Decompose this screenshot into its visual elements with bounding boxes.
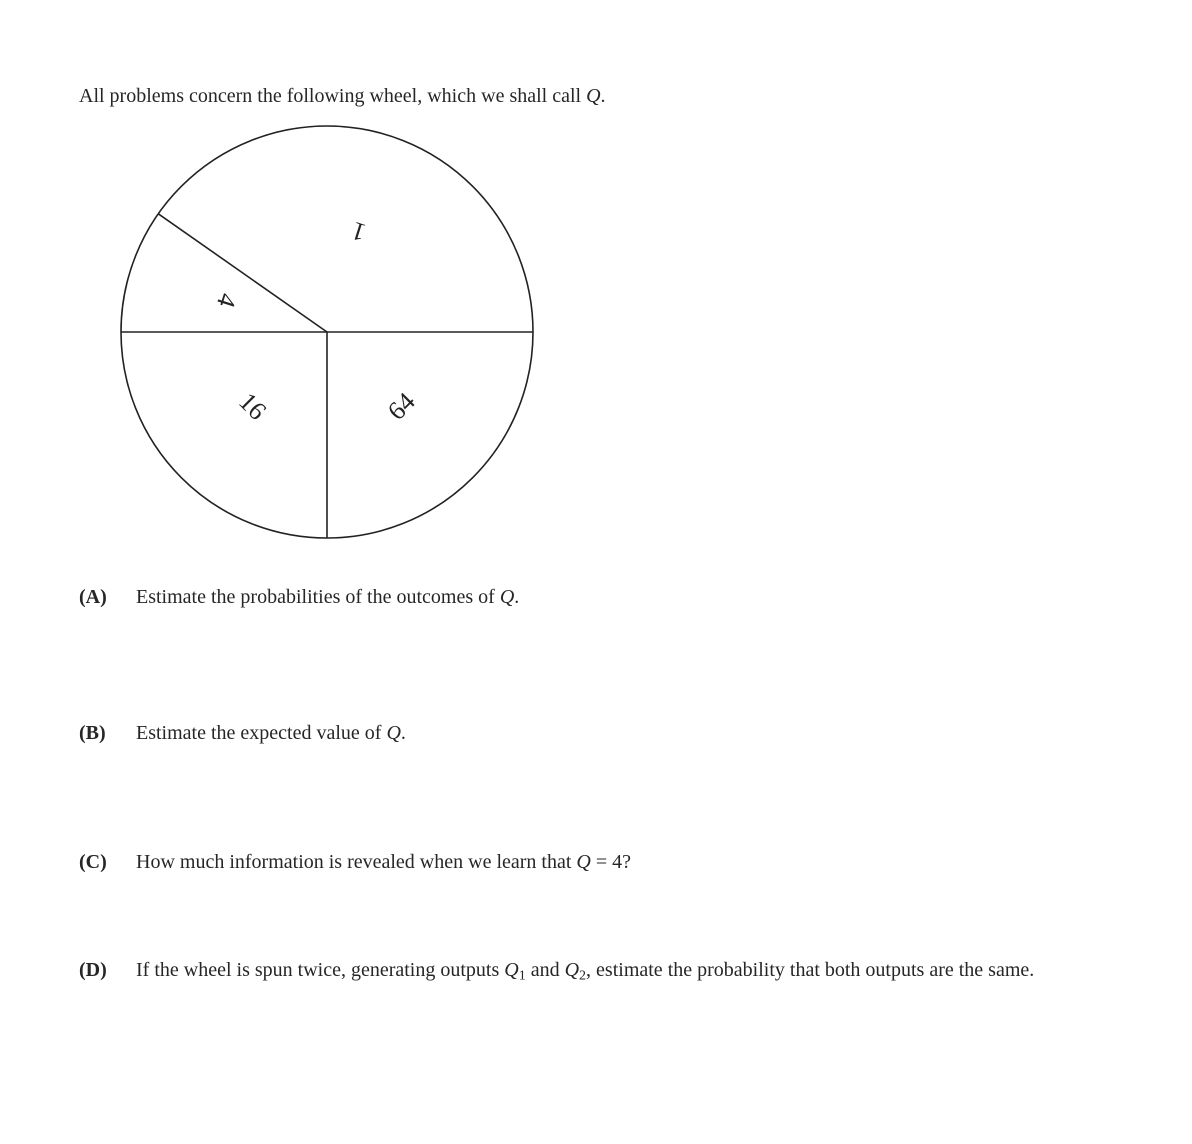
- text-segment: .: [400, 722, 406, 744]
- text-segment: All problems concern the following wheel, which we shall call: [79, 85, 587, 107]
- problem-item: [79, 954, 1126, 993]
- math-variable: Q: [386, 722, 401, 744]
- text-segment: If the wheel is spun twice, generating outputs: [136, 959, 505, 981]
- math-variable: Q: [504, 959, 519, 981]
- text-segment: .: [514, 586, 520, 608]
- problem-item: [79, 846, 1126, 878]
- math-variable: Q: [576, 851, 591, 873]
- text-segment: 1: [518, 968, 526, 984]
- problem-text: [136, 722, 406, 744]
- problem-text: [136, 851, 631, 873]
- intro-paragraph: [79, 80, 979, 112]
- problem-text: [136, 959, 1035, 984]
- problem-label: (B): [79, 722, 106, 744]
- text-segment: Estimate the expected value of: [136, 722, 387, 744]
- text-segment: How much information is revealed when we learn that: [136, 851, 577, 873]
- problem-list: [79, 581, 1126, 993]
- sector-label: 1: [348, 216, 370, 248]
- problem-item: [79, 581, 1126, 613]
- problem-text: [136, 586, 519, 608]
- math-variable: Q: [586, 85, 601, 107]
- wheel-figure: [107, 112, 547, 552]
- math-variable: Q: [564, 959, 580, 981]
- text-segment: Estimate the probabilities of the outcomes of: [136, 586, 500, 608]
- problem-label: (D): [79, 959, 107, 981]
- wheel-svg: [107, 112, 547, 552]
- problem-label: (A): [79, 586, 107, 608]
- sector-label: 64: [381, 386, 421, 426]
- text-segment: = 4?: [590, 851, 632, 873]
- text-segment: 2: [579, 968, 587, 984]
- math-variable: Q: [499, 586, 515, 608]
- problem-item: [79, 717, 1126, 749]
- sector-boundary: [158, 214, 327, 332]
- sector-label: 16: [233, 386, 273, 426]
- problem-label: (C): [79, 851, 107, 873]
- text-segment: and: [525, 959, 565, 981]
- text-segment: .: [600, 85, 606, 107]
- sector-label: 4: [211, 289, 243, 311]
- text-segment: , estimate the probability that both outputs are the same.: [586, 959, 1035, 981]
